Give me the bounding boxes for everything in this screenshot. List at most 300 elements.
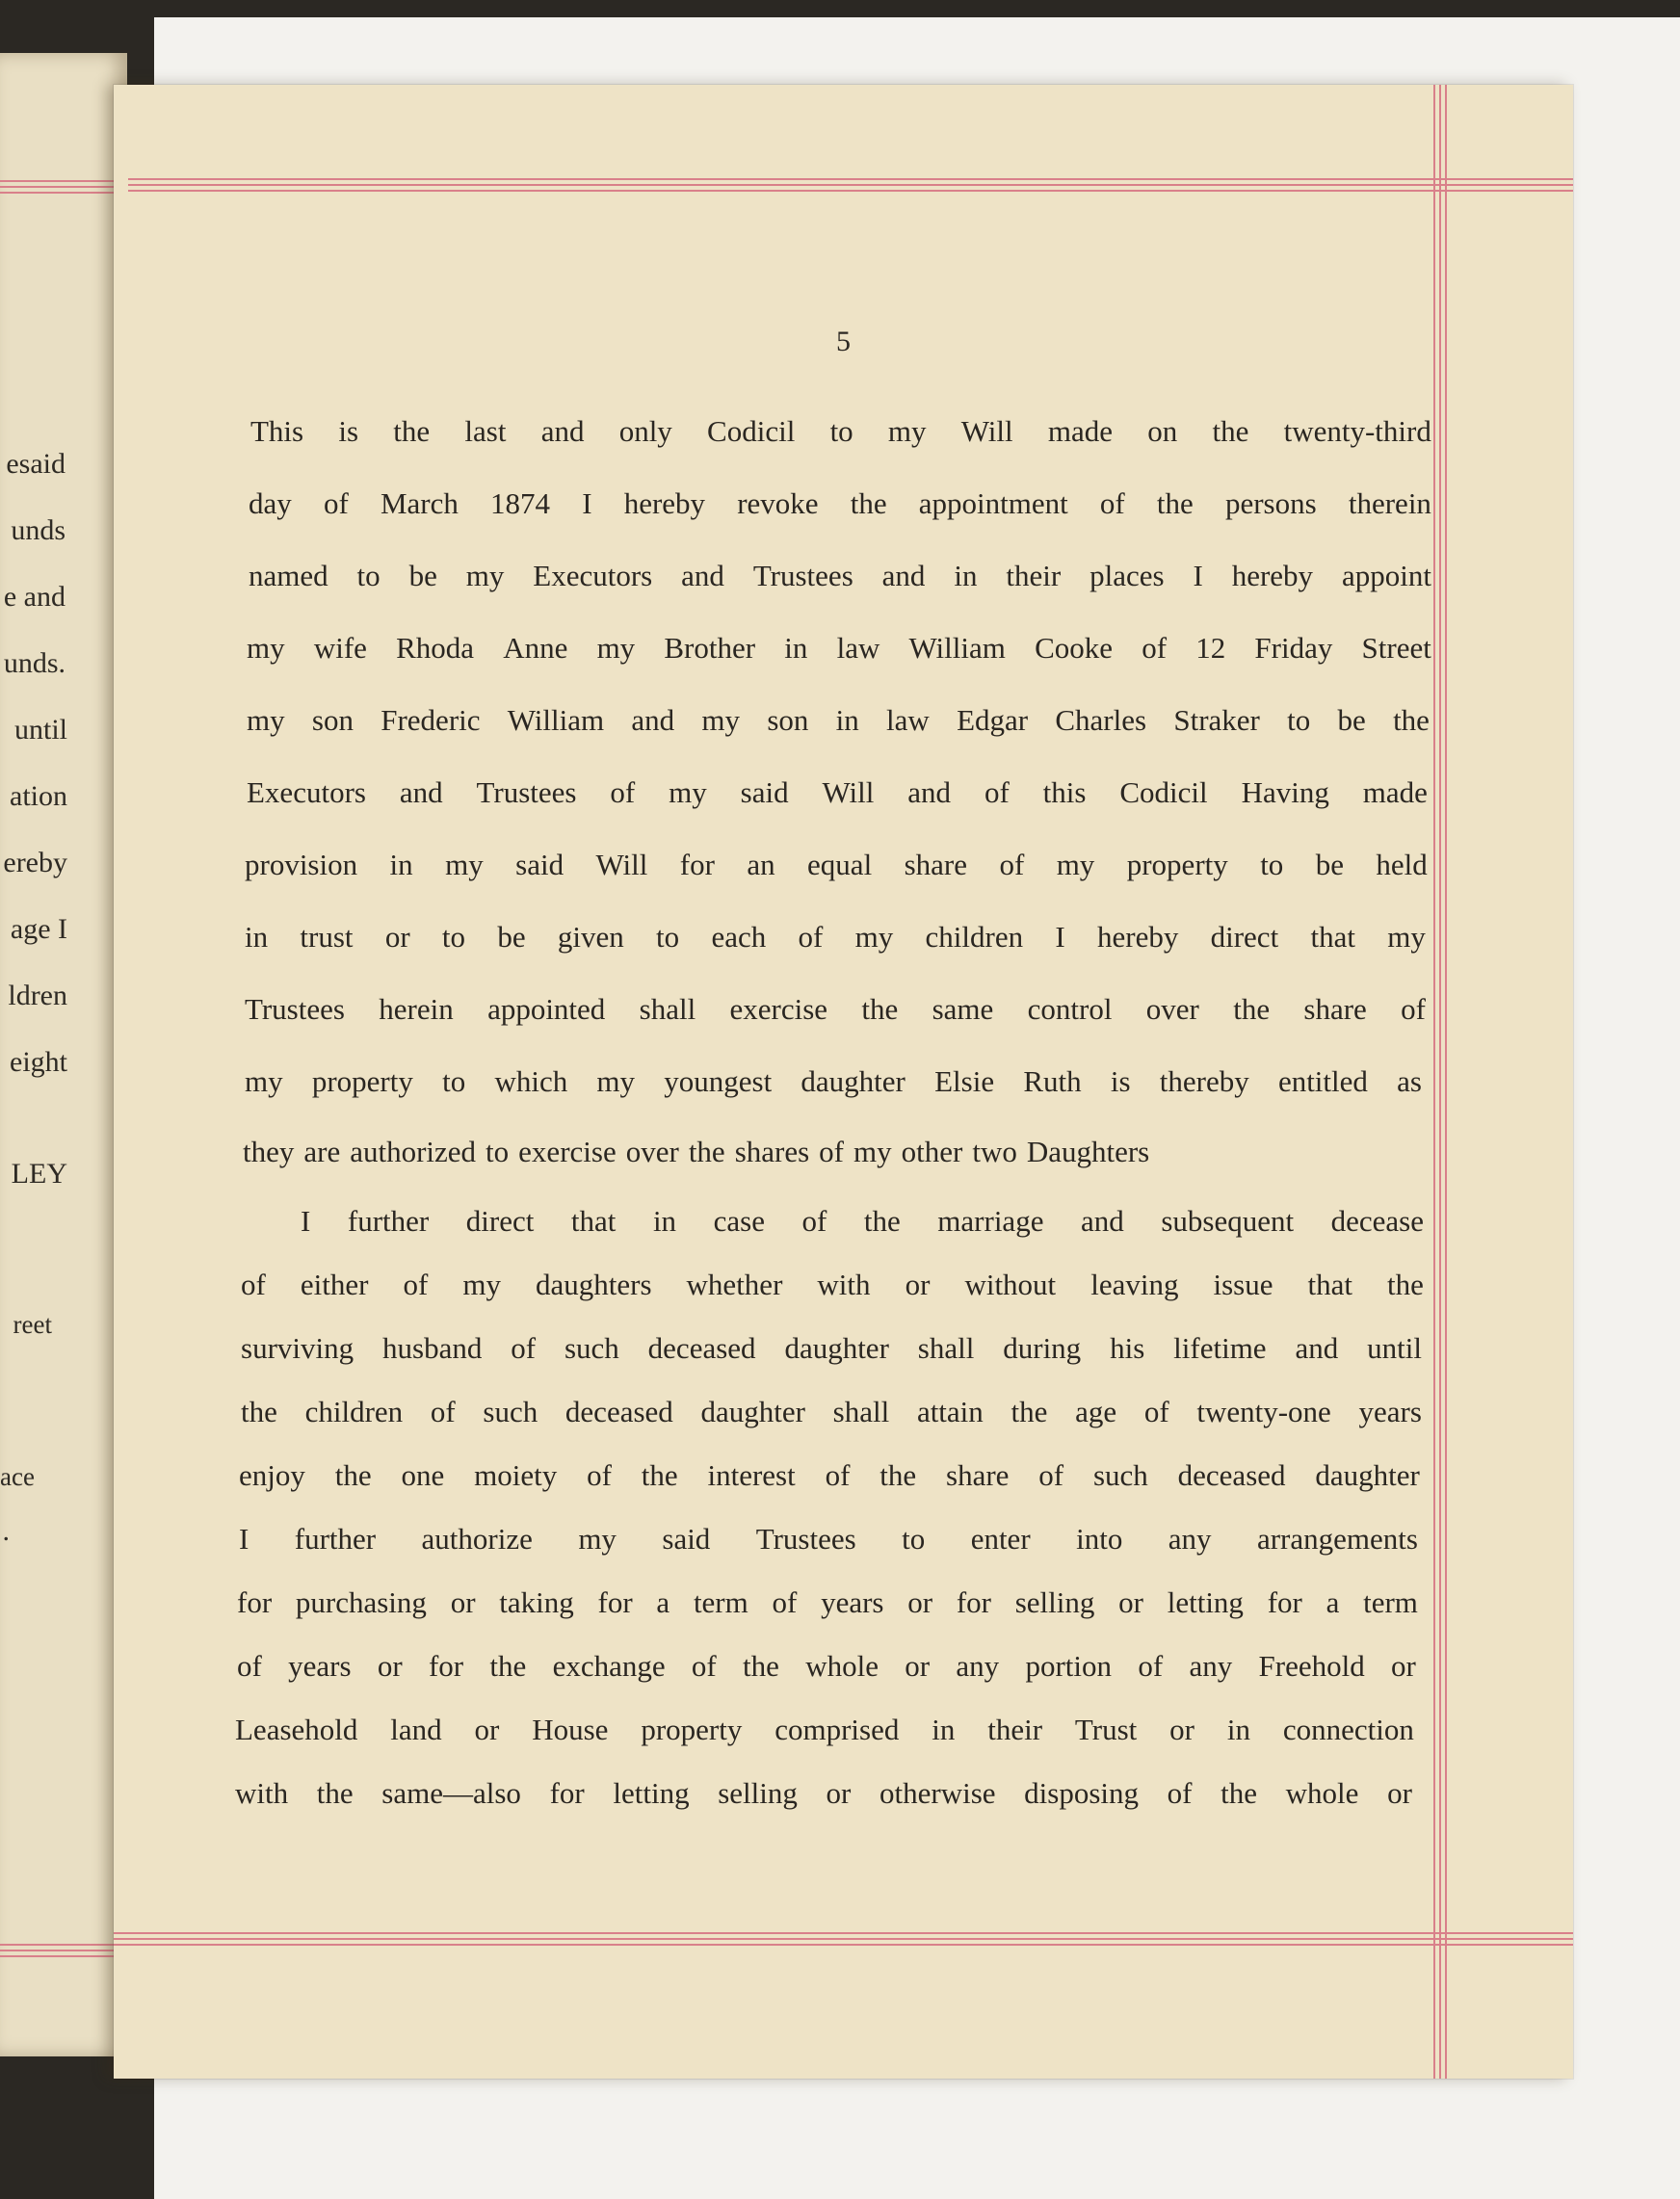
word: which <box>494 1064 568 1098</box>
word: into <box>1076 1522 1123 1556</box>
word: in <box>1226 1713 1250 1746</box>
word: for <box>1267 1585 1302 1619</box>
word: either <box>300 1268 369 1301</box>
word: of <box>1401 992 1426 1026</box>
word: whether <box>686 1268 783 1301</box>
word: deceased <box>1177 1458 1286 1492</box>
word: years <box>821 1585 884 1619</box>
word: taking <box>499 1585 574 1619</box>
word: of <box>801 1204 827 1238</box>
word: for <box>956 1585 991 1619</box>
word: daughter <box>801 1064 906 1098</box>
codicil-body-text <box>114 85 1573 2079</box>
word: Trust <box>1074 1713 1138 1746</box>
word: term <box>693 1585 748 1619</box>
word: portion <box>1025 1649 1113 1683</box>
word: in <box>652 1204 677 1238</box>
word: with <box>817 1268 871 1301</box>
word: of <box>819 1135 844 1168</box>
word: I <box>1193 559 1203 592</box>
word: such <box>564 1331 619 1365</box>
word: any <box>956 1649 1000 1683</box>
word: of <box>798 920 824 954</box>
word: otherwise <box>879 1776 996 1810</box>
word: my <box>245 1064 283 1098</box>
word: be <box>1337 703 1366 737</box>
word: Trustees <box>752 559 853 592</box>
word: I <box>239 1522 249 1556</box>
word: selling <box>1014 1585 1095 1619</box>
word: last <box>464 414 507 448</box>
facing-fragment: e and <box>3 581 66 613</box>
text-line <box>250 414 1431 449</box>
word: one <box>401 1458 445 1492</box>
word: such <box>1092 1458 1148 1492</box>
word: and <box>1081 1204 1124 1238</box>
word: each <box>711 920 767 954</box>
word: case <box>713 1204 765 1238</box>
word: said <box>515 848 564 881</box>
word: and <box>681 559 724 592</box>
word: my <box>854 920 894 954</box>
word: my <box>853 1135 892 1168</box>
word: to <box>902 1522 926 1556</box>
word: until <box>1367 1331 1422 1365</box>
word: property <box>1126 848 1228 881</box>
word: marriage <box>937 1204 1044 1238</box>
word: land <box>390 1713 442 1746</box>
word: interest <box>707 1458 796 1492</box>
word: daughter <box>1315 1458 1420 1492</box>
word: share <box>946 1458 1010 1492</box>
word: of <box>1167 1776 1193 1810</box>
word: be <box>1315 848 1344 881</box>
page-number: 5 <box>836 326 851 357</box>
text-line <box>241 1395 1422 1429</box>
word: Charles <box>1055 703 1147 737</box>
word: of <box>772 1585 798 1619</box>
word: and <box>399 775 443 809</box>
word: made <box>1047 414 1114 448</box>
word: Edgar <box>957 703 1029 737</box>
word: of <box>241 1268 266 1301</box>
word: to <box>441 920 466 954</box>
word: March <box>380 486 459 520</box>
word: age <box>1075 1395 1117 1428</box>
facing-fragment: age I <box>10 913 67 945</box>
word: exchange <box>552 1649 666 1683</box>
word: I <box>1055 920 1065 954</box>
word: their <box>987 1713 1043 1746</box>
word: without <box>964 1268 1057 1301</box>
word: Trustees <box>476 775 577 809</box>
word: in <box>389 848 413 881</box>
facing-page-left <box>0 53 127 2056</box>
word: years <box>1358 1395 1422 1428</box>
word: said <box>662 1522 711 1556</box>
word: are <box>303 1135 341 1168</box>
word: hereby <box>1096 920 1179 954</box>
word: appointed <box>487 992 606 1026</box>
word: selling <box>718 1776 798 1810</box>
word: my <box>887 414 927 448</box>
word: or <box>377 1649 403 1683</box>
word: exercise <box>518 1135 617 1168</box>
word: Will <box>595 848 648 881</box>
word: the <box>1393 703 1430 737</box>
word: authorized <box>350 1135 477 1168</box>
word: shares <box>734 1135 810 1168</box>
text-line <box>249 559 1431 593</box>
word: of <box>511 1331 537 1365</box>
word: for <box>679 848 715 881</box>
word: comprised <box>774 1713 900 1746</box>
word: attain <box>916 1395 984 1428</box>
word: any <box>1189 1649 1233 1683</box>
text-line <box>245 848 1428 882</box>
word: William <box>507 703 605 737</box>
word: Friday <box>1254 631 1333 665</box>
word: that <box>1310 920 1355 954</box>
text-line <box>247 775 1428 810</box>
word: in <box>784 631 808 665</box>
word: Leasehold <box>235 1713 358 1746</box>
word: persons <box>1224 486 1317 520</box>
word: hereby <box>1231 559 1314 592</box>
facing-fragment: . <box>2 1515 10 1547</box>
word: held <box>1376 848 1428 881</box>
text-line <box>241 1331 1422 1366</box>
word: or <box>474 1713 500 1746</box>
word: provision <box>245 848 358 881</box>
word: of <box>1143 1395 1169 1428</box>
word: twenty-third <box>1283 414 1431 448</box>
word: my <box>701 703 741 737</box>
word: such <box>483 1395 538 1428</box>
word: that <box>1307 1268 1353 1301</box>
text-line <box>239 1458 1420 1493</box>
text-line <box>237 1585 1418 1620</box>
word: subsequent <box>1161 1204 1295 1238</box>
word: hereby <box>623 486 706 520</box>
word: the <box>863 1204 901 1238</box>
word: with <box>235 1776 289 1810</box>
document-page <box>114 85 1573 2079</box>
word: to <box>829 414 853 448</box>
word: or <box>905 1649 931 1683</box>
word: two <box>972 1135 1017 1168</box>
word: the <box>1387 1268 1424 1301</box>
word: direct <box>1210 920 1279 954</box>
word: disposing <box>1024 1776 1140 1810</box>
word: Trustees <box>245 992 345 1026</box>
word: Elsie <box>934 1064 995 1098</box>
word: term <box>1363 1585 1418 1619</box>
word: Ruth <box>1023 1064 1082 1098</box>
word: property <box>641 1713 743 1746</box>
word: Will <box>960 414 1013 448</box>
text-line <box>235 1776 1412 1811</box>
word: children <box>925 920 1024 954</box>
text-line <box>239 1522 1418 1557</box>
word: deceased <box>564 1395 673 1428</box>
word: connection <box>1282 1713 1414 1746</box>
word: the <box>393 414 431 448</box>
word: equal <box>807 848 873 881</box>
word: children <box>304 1395 404 1428</box>
word: on <box>1147 414 1178 448</box>
word: daughter <box>784 1331 889 1365</box>
word: of <box>587 1458 612 1492</box>
facing-fragment: ation <box>10 780 67 812</box>
word: leaving <box>1090 1268 1179 1301</box>
word: my <box>1387 920 1426 954</box>
word: shall <box>832 1395 890 1428</box>
word: Street <box>1361 631 1431 665</box>
word: the <box>879 1458 917 1492</box>
word: of <box>999 848 1025 881</box>
word: House <box>532 1713 609 1746</box>
word: of <box>237 1649 262 1683</box>
facing-fragment: reet <box>13 1310 52 1339</box>
word: and <box>1295 1331 1339 1365</box>
word: further <box>294 1522 377 1556</box>
word: the <box>641 1458 678 1492</box>
word: other <box>901 1135 963 1168</box>
word: property <box>311 1064 413 1098</box>
word: herein <box>379 992 454 1026</box>
word: deceased <box>647 1331 756 1365</box>
word: the <box>489 1649 527 1683</box>
word: Anne <box>503 631 568 665</box>
word: for <box>428 1649 464 1683</box>
word: or <box>1391 1649 1416 1683</box>
word: or <box>384 920 410 954</box>
text-line <box>301 1204 1424 1239</box>
word: the <box>1221 1776 1258 1810</box>
word: my <box>578 1522 617 1556</box>
word: my <box>1056 848 1095 881</box>
word: or <box>907 1585 933 1619</box>
word: of <box>825 1458 851 1492</box>
word: and <box>881 559 926 592</box>
word: in <box>835 703 859 737</box>
word: letting <box>613 1776 690 1810</box>
word: law <box>836 631 880 665</box>
word: 1874 <box>490 486 551 520</box>
word: the <box>850 486 887 520</box>
word: this <box>1042 775 1087 809</box>
facing-fragment: ace <box>0 1462 35 1491</box>
word: in <box>954 559 978 592</box>
word: daughter <box>700 1395 805 1428</box>
word: the <box>688 1135 725 1168</box>
word: Rhoda <box>396 631 475 665</box>
word: of <box>691 1649 717 1683</box>
facing-fragment: LEY <box>11 1158 67 1190</box>
word: an <box>747 848 775 881</box>
word: be <box>497 920 526 954</box>
word: Cooke <box>1035 631 1113 665</box>
facing-fragment: eight <box>10 1046 67 1078</box>
word: youngest <box>664 1064 773 1098</box>
facing-fragment: until <box>13 714 67 746</box>
word: to <box>1287 703 1311 737</box>
word: of <box>430 1395 456 1428</box>
word: and <box>540 414 585 448</box>
word: for <box>549 1776 585 1810</box>
word: Straker <box>1173 703 1260 737</box>
word: his <box>1110 1331 1145 1365</box>
word: Daughters <box>1026 1135 1150 1168</box>
text-line <box>245 1064 1422 1099</box>
word: appointment <box>918 486 1068 520</box>
word: twenty-one <box>1196 1395 1331 1428</box>
text-line <box>241 1268 1424 1302</box>
word: the <box>334 1458 372 1492</box>
word: lifetime <box>1173 1331 1267 1365</box>
text-line <box>245 920 1426 955</box>
word: that <box>570 1204 617 1238</box>
word: surviving <box>241 1331 354 1365</box>
word: or <box>1118 1585 1143 1619</box>
word: the <box>743 1649 779 1683</box>
word: in <box>932 1713 956 1746</box>
word: Codicil <box>1119 775 1208 809</box>
word: whole <box>1285 1776 1359 1810</box>
word: control <box>1027 992 1113 1026</box>
word: or <box>826 1776 852 1810</box>
word: my <box>669 775 707 809</box>
word: son <box>311 703 354 737</box>
word: my <box>596 1064 636 1098</box>
facing-fragment: ldren <box>8 980 67 1011</box>
word: therein <box>1348 486 1431 520</box>
word: any <box>1168 1522 1212 1556</box>
facing-fragment: unds. <box>3 647 66 679</box>
word: to <box>442 1064 466 1098</box>
word: enjoy <box>239 1458 305 1492</box>
word: wife <box>313 631 367 665</box>
word: of <box>1038 1458 1064 1492</box>
text-line <box>247 631 1431 666</box>
word: the <box>1212 414 1249 448</box>
facing-page-text <box>0 53 127 2056</box>
word: trust <box>300 920 354 954</box>
word: they <box>243 1135 295 1168</box>
facing-fragment: ereby <box>3 847 67 878</box>
word: of <box>403 1268 429 1301</box>
word: or <box>450 1585 476 1619</box>
word: of <box>323 486 349 520</box>
word: I <box>301 1204 311 1238</box>
word: or <box>1387 1776 1412 1810</box>
word: further <box>347 1204 430 1238</box>
word: for <box>597 1585 633 1619</box>
word: direct <box>465 1204 535 1238</box>
word: is <box>338 414 359 448</box>
word: the <box>316 1776 354 1810</box>
word: of <box>610 775 636 809</box>
word: in <box>245 920 269 954</box>
word: and <box>631 703 675 737</box>
word: William <box>908 631 1006 665</box>
word: moiety <box>474 1458 558 1492</box>
word: be <box>408 559 437 592</box>
word: a <box>1326 1585 1340 1619</box>
word: Brother <box>664 631 756 665</box>
word: made <box>1362 775 1428 809</box>
word: to <box>356 559 381 592</box>
word: exercise <box>729 992 828 1026</box>
word: the <box>861 992 899 1026</box>
word: to <box>486 1135 510 1168</box>
word: of <box>1138 1649 1164 1683</box>
word: enter <box>970 1522 1031 1556</box>
word: or <box>905 1268 931 1301</box>
word: shall <box>917 1331 975 1365</box>
word: daughters <box>535 1268 652 1301</box>
word: or <box>1169 1713 1194 1746</box>
word: given <box>557 920 624 954</box>
word: law <box>886 703 930 737</box>
word: of <box>1142 631 1168 665</box>
word: my <box>596 631 636 665</box>
word: Frederic <box>381 703 481 737</box>
word: years <box>288 1649 352 1683</box>
word: same—also <box>381 1776 521 1810</box>
word: 12 <box>1195 631 1226 665</box>
word: the <box>241 1395 277 1428</box>
word: to <box>656 920 680 954</box>
word: Codicil <box>707 414 796 448</box>
word: of <box>1099 486 1125 520</box>
facing-fragment: esaid <box>6 448 66 480</box>
word: Freehold <box>1258 1649 1365 1683</box>
word: my <box>462 1268 501 1301</box>
word: a <box>656 1585 670 1619</box>
word: day <box>249 486 292 520</box>
word: is <box>1110 1064 1131 1098</box>
text-line <box>247 703 1430 738</box>
word: share <box>904 848 968 881</box>
word: Will <box>822 775 875 809</box>
word: issue <box>1213 1268 1273 1301</box>
word: my <box>247 631 285 665</box>
word: of <box>984 775 1010 809</box>
word: for <box>237 1585 273 1619</box>
word: to <box>1260 848 1284 881</box>
word: decease <box>1330 1204 1424 1238</box>
word: entitled <box>1277 1064 1368 1098</box>
word: the <box>1156 486 1194 520</box>
word: and <box>907 775 952 809</box>
word: thereby <box>1159 1064 1249 1098</box>
word: said <box>740 775 789 809</box>
word: shall <box>639 992 696 1026</box>
word: husband <box>382 1331 483 1365</box>
word: only <box>618 414 672 448</box>
word: named <box>249 559 328 592</box>
word: over <box>625 1135 679 1168</box>
word: revoke <box>737 486 819 520</box>
facing-fragment: unds <box>11 514 66 546</box>
word: over <box>1145 992 1199 1026</box>
word: letting <box>1167 1585 1244 1619</box>
word: appoint <box>1341 559 1431 592</box>
word: share <box>1303 992 1367 1026</box>
word: same <box>932 992 994 1026</box>
